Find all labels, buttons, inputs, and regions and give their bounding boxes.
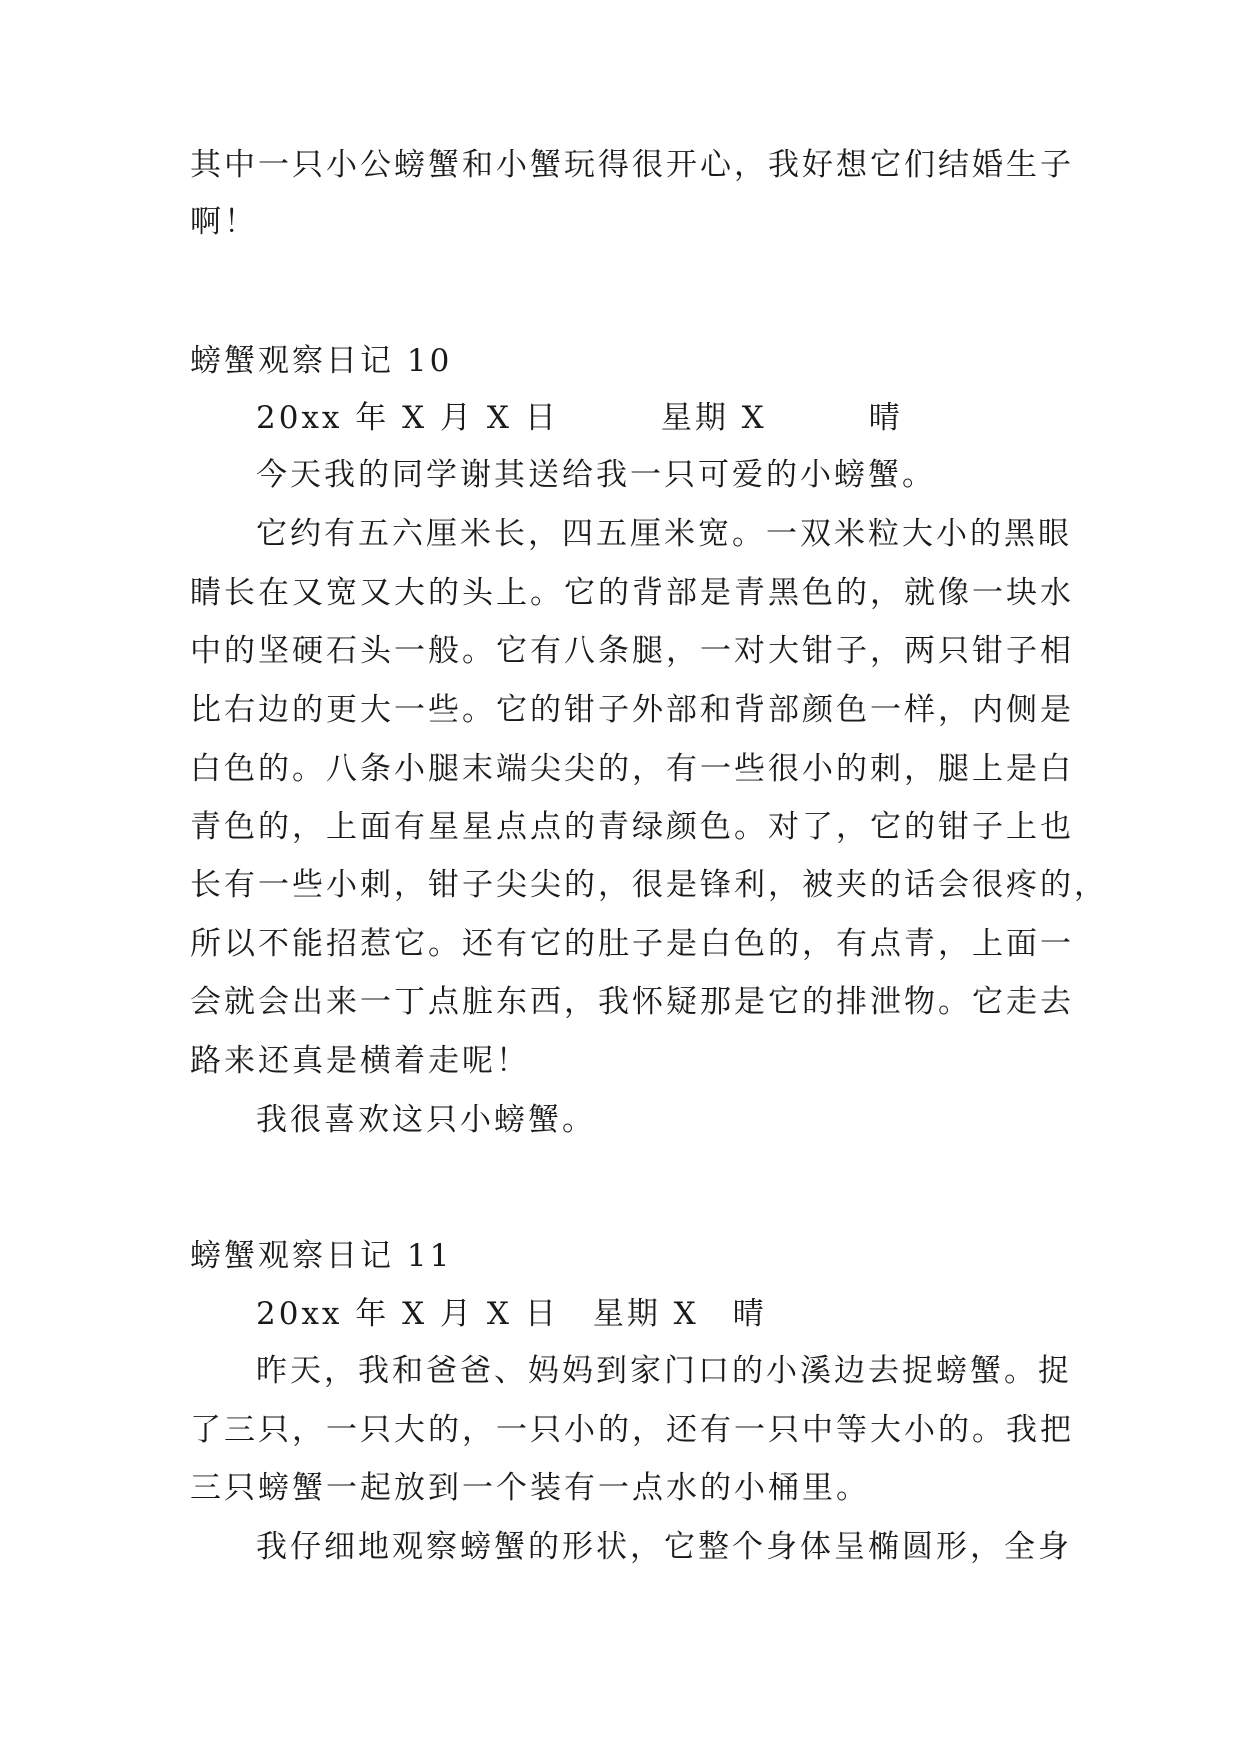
paragraph-line: 我仔细地观察螃蟹的形状，它整个身体呈椭圆形，全身 (256, 1529, 1072, 1565)
paragraph-line: 三只螃蟹一起放到一个装有一点水的小桶里。 (190, 1470, 870, 1506)
paragraph-line: 今天我的同学谢其送给我一只可爱的小螃蟹。 (256, 457, 936, 493)
paragraph-line: 了三只，一只大的，一只小的，还有一只中等大小的。我把 (190, 1412, 1074, 1448)
paragraph-line: 睛长在又宽又大的头上。它的背部是青黑色的，就像一块水 (190, 575, 1074, 611)
paragraph-line: 路来还真是横着走呢！ (190, 1043, 530, 1079)
entry-title: 螃蟹观察日记 11 (190, 1238, 453, 1274)
paragraph-line: 所以不能招惹它。还有它的肚子是白色的，有点青，上面一 (190, 926, 1074, 962)
entry-date: 20xx 年 X 月 X 日 星期 X 晴 (256, 1296, 767, 1332)
paragraph-line: 其中一只小公螃蟹和小蟹玩得很开心，我好想它们结婚生子 (190, 147, 1074, 183)
paragraph-line: 会就会出来一丁点脏东西，我怀疑那是它的排泄物。它走去 (190, 984, 1074, 1020)
paragraph-line: 白色的。八条小腿末端尖尖的，有一些很小的刺，腿上是白 (190, 751, 1074, 787)
paragraph-line: 比右边的更大一些。它的钳子外部和背部颜色一样，内侧是 (190, 692, 1074, 728)
paragraph-line: 青色的，上面有星星点点的青绿颜色。对了，它的钳子上也 (190, 809, 1074, 845)
paragraph-line: 我很喜欢这只小螃蟹。 (256, 1102, 596, 1138)
paragraph-line: 长有一些小刺，钳子尖尖的，很是锋利，被夹的话会很疼的， (190, 867, 1108, 903)
entry-date: 20xx 年 X 月 X 日 星期 X 晴 (256, 400, 903, 436)
entry-title: 螃蟹观察日记 10 (190, 343, 453, 379)
paragraph-line: 啊！ (190, 204, 258, 240)
paragraph-line: 中的坚硬石头一般。它有八条腿，一对大钳子，两只钳子相 (190, 633, 1074, 669)
paragraph-line: 它约有五六厘米长，四五厘米宽。一双米粒大小的黑眼 (256, 516, 1072, 552)
paragraph-line: 昨天，我和爸爸、妈妈到家门口的小溪边去捉螃蟹。捉 (256, 1353, 1072, 1389)
